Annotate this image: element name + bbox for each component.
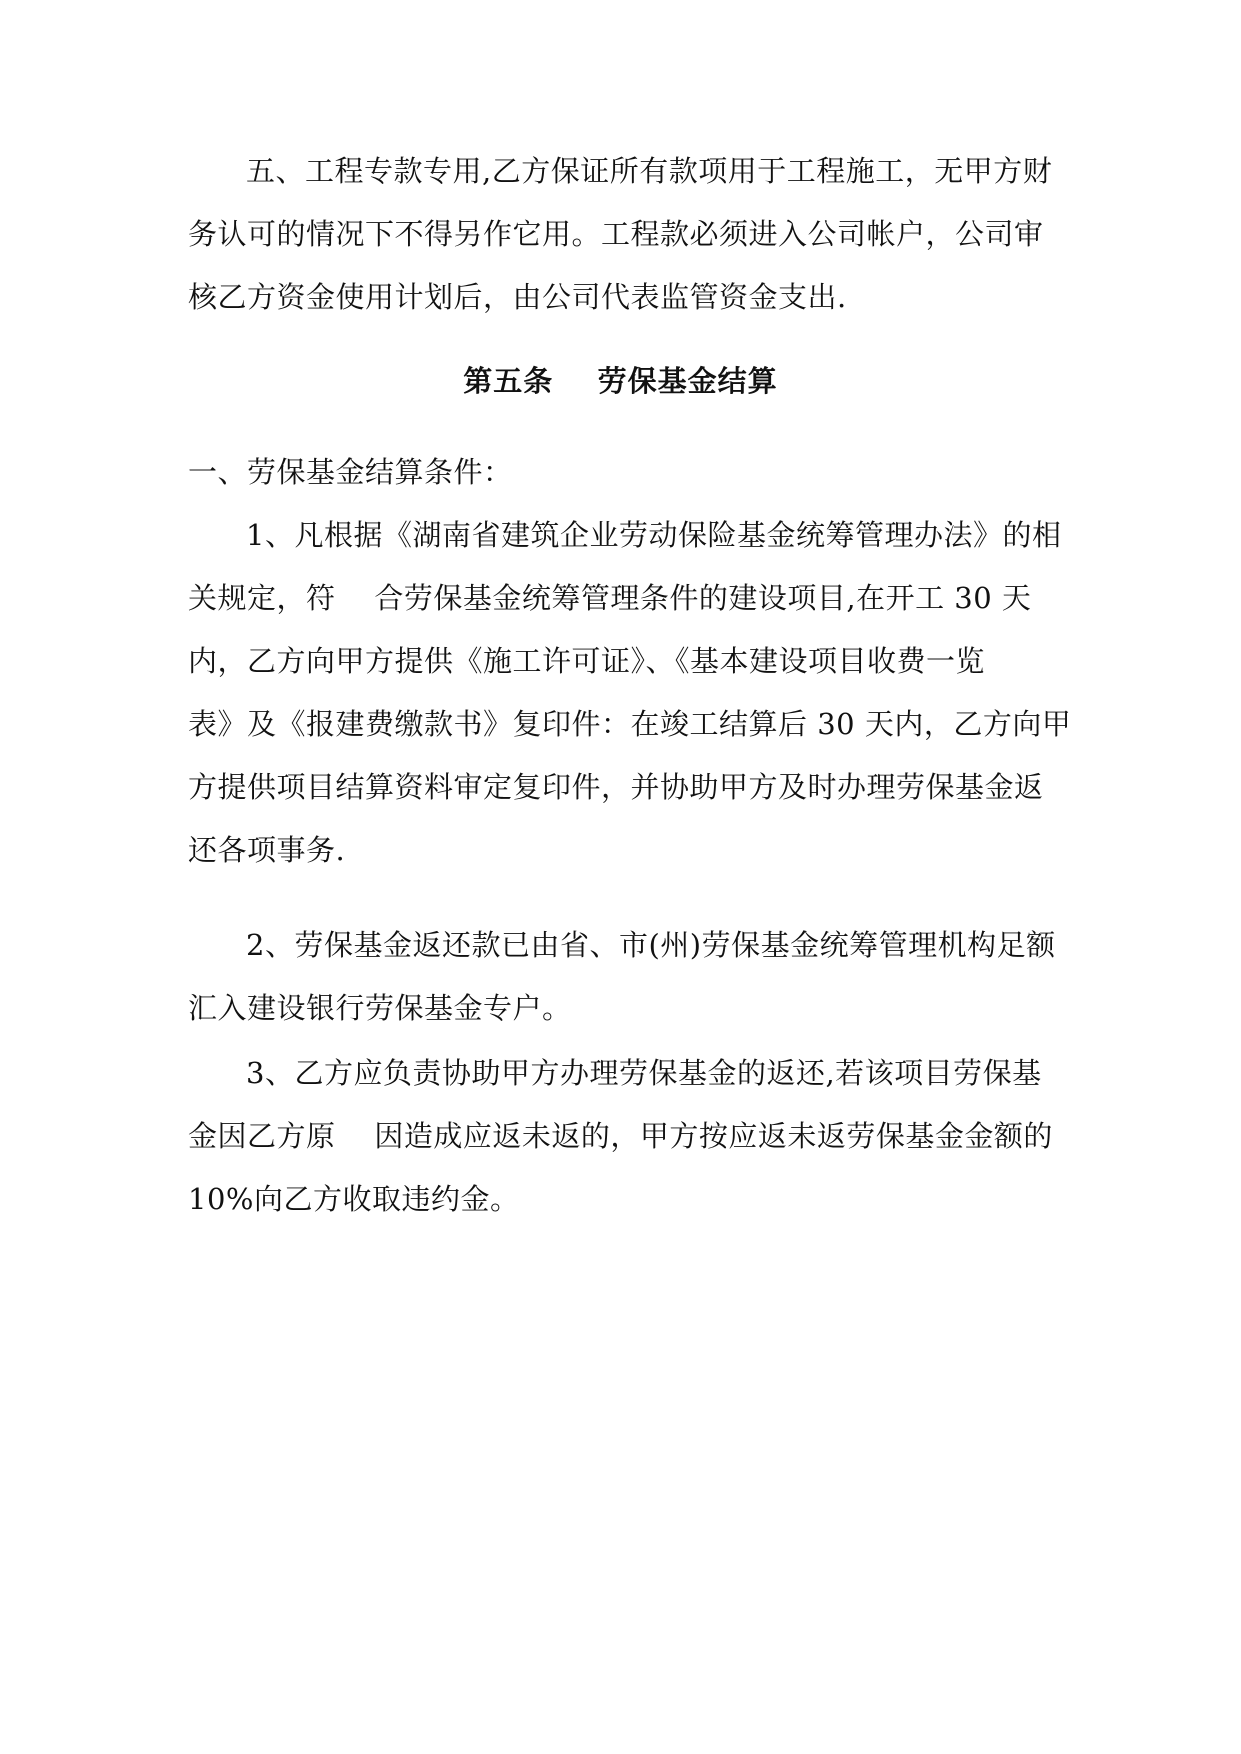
item-one-line-3: 内，乙方向甲方提供《施工许可证》、《基本建设项目收费一览: [188, 644, 986, 678]
article-heading: 第五条 劳保基金结算: [463, 364, 778, 398]
item-one-line-5: 方提供项目结算资料审定复印件，并协助甲方及时办理劳保基金返: [188, 770, 1044, 804]
item-three-line-2: 金因乙方原 因造成应返未返的，甲方按应返未返劳保基金金额的: [188, 1119, 1053, 1153]
item-one-line-6: 还各项事务.: [188, 833, 346, 867]
item-two-line-1: 2、劳保基金返还款已由省、市(州)劳保基金统筹管理机构足额: [246, 928, 1056, 962]
item-one-line-2: 关规定，符 合劳保基金统筹管理条件的建设项目,在开工 30 天: [188, 581, 1032, 615]
para-five-line-1: 五、工程专款专用,乙方保证所有款项用于工程施工，无甲方财: [246, 154, 1053, 188]
item-two-line-2: 汇入建设银行劳保基金专户。: [188, 991, 572, 1025]
item-three-line-1: 3、乙方应负责协助甲方办理劳保基金的返还,若该项目劳保基: [246, 1056, 1042, 1090]
item-one-line-4: 表》及《报建费缴款书》复印件：在竣工结算后 30 天内，乙方向甲: [188, 707, 1072, 741]
para-five-line-2: 务认可的情况下不得另作它用。工程款必须进入公司帐户，公司审: [188, 217, 1044, 251]
section-one-heading: 一、劳保基金结算条件：: [188, 455, 513, 489]
para-five-line-3: 核乙方资金使用计划后，由公司代表监管资金支出.: [188, 280, 847, 314]
item-one-line-1: 1、凡根据《湖南省建筑企业劳动保险基金统筹管理办法》的相: [246, 518, 1062, 552]
item-three-line-3: 10%向乙方收取违约金。: [188, 1182, 520, 1216]
